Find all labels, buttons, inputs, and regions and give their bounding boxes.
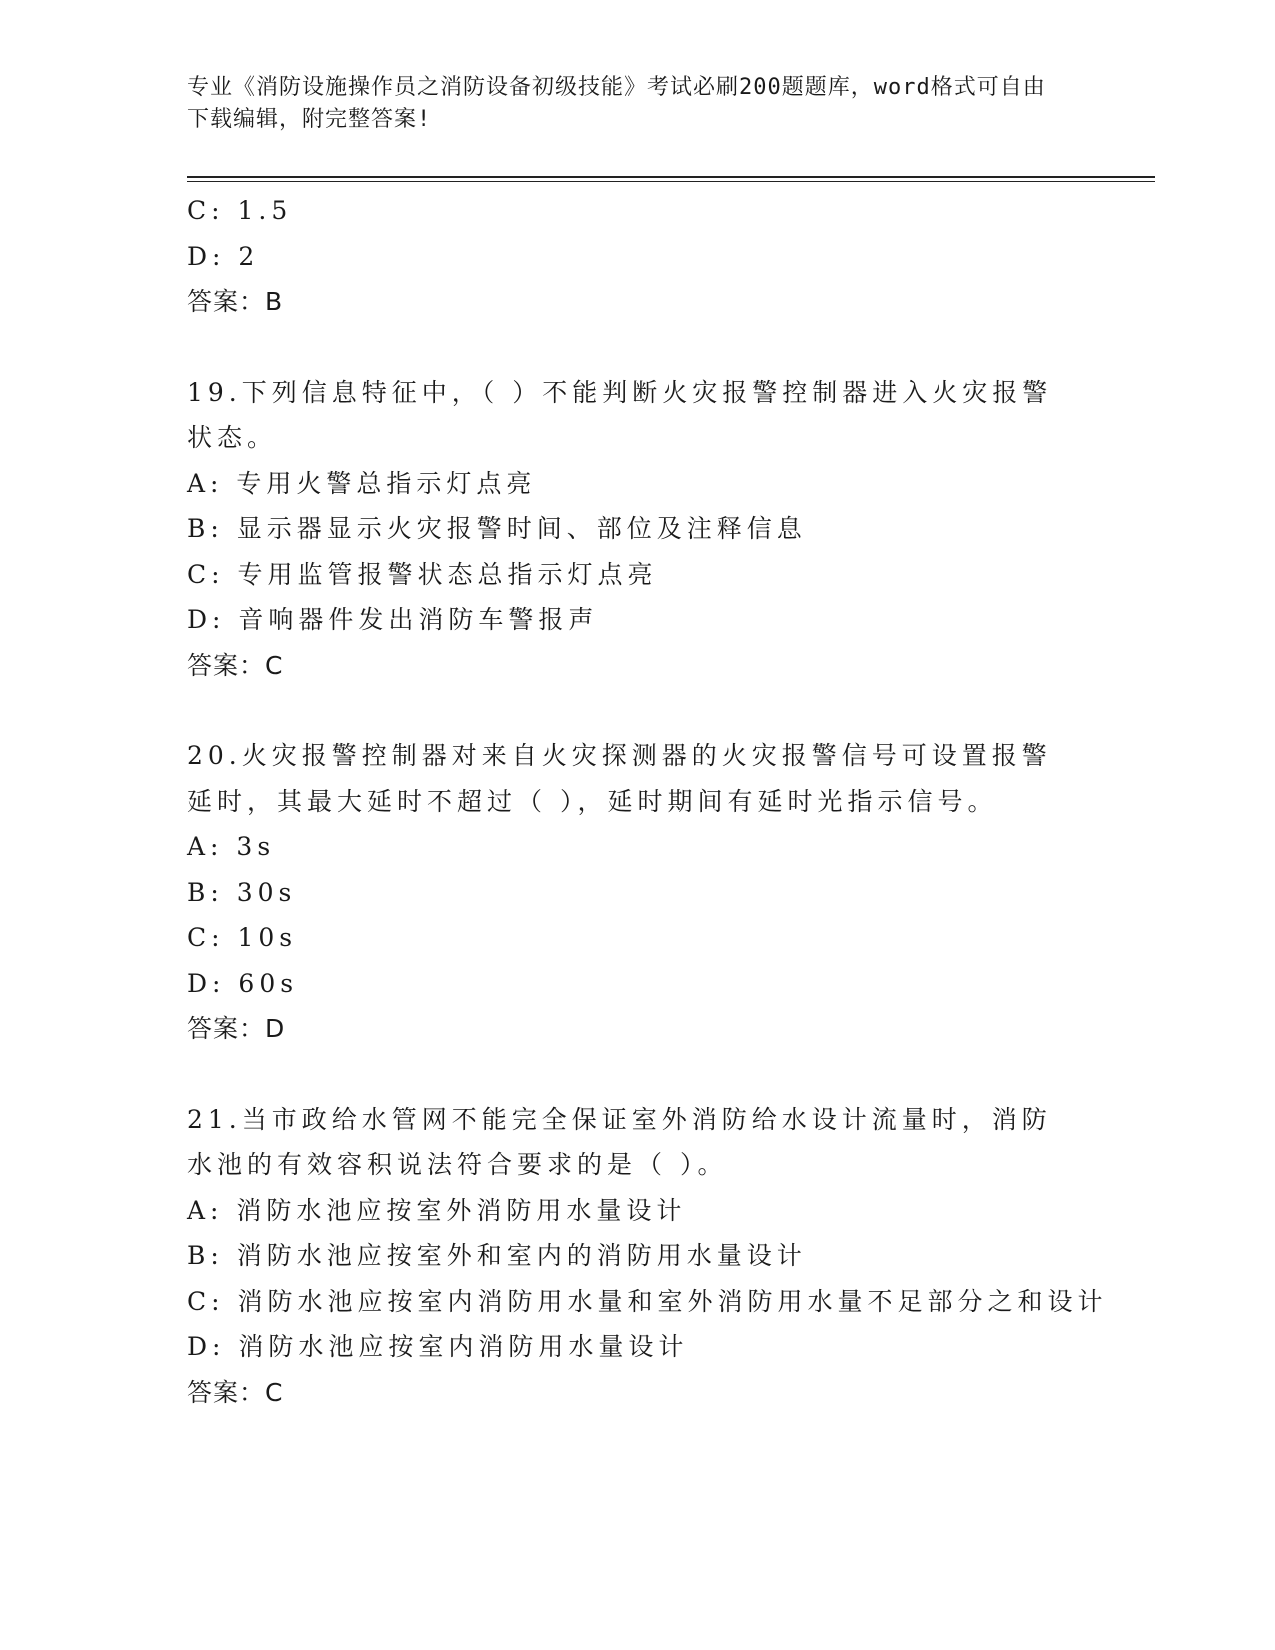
option-a: A: 3s xyxy=(187,832,276,861)
question-21 xyxy=(187,1097,1108,1416)
header-divider-thin xyxy=(187,181,1155,182)
option-d: D: 60s xyxy=(187,968,299,998)
spacer xyxy=(187,688,1087,733)
option-a: A: 专用火警总指示灯点亮 xyxy=(187,468,537,498)
option-c: C: 10s xyxy=(187,923,298,952)
option-a: A: 消防水池应按室外消防用水量设计 xyxy=(187,1195,687,1225)
option-c: C: 1.5 xyxy=(187,196,293,225)
option-d: D: 2 xyxy=(187,241,260,271)
spacer xyxy=(187,325,1087,370)
question-20 xyxy=(187,733,1087,1052)
option-d: D: 音响器件发出消防车警报声 xyxy=(187,605,599,634)
header-divider xyxy=(187,176,1155,178)
option-b: B: 30s xyxy=(187,877,297,907)
option-c: C: 消防水池应按室内消防用水量和室外消防用水量不足部分之和设计 xyxy=(187,1286,1108,1316)
question-19 xyxy=(187,370,1087,689)
answer-line: 答案：C xyxy=(187,1377,284,1407)
question-18-continuation xyxy=(187,188,1087,325)
option-b: B: 显示器显示火灾报警时间、部位及注释信息 xyxy=(187,514,807,543)
question-stem: 19.下列信息特征中，（ ）不能判断火灾报警控制器进入火灾报警状态。 xyxy=(187,377,1053,452)
answer-line: 答案：B xyxy=(187,287,284,316)
question-stem: 21.当市政给水管网不能完全保证室外消防给水设计流量时，消防水池的有效容积说法符合要求的是（ ）。 xyxy=(187,1104,1052,1179)
page-header xyxy=(187,72,1067,136)
option-b: B: 消防水池应按室外和室内的消防用水量设计 xyxy=(187,1241,807,1270)
header-title: 专业《消防设施操作员之消防设备初级技能》考试必刷200题题库，word格式可自由下载编辑，附完整答案! xyxy=(187,75,1046,132)
answer-line: 答案：D xyxy=(187,1014,286,1043)
question-content xyxy=(187,188,1108,1415)
option-d: D: 消防水池应按室内消防用水量设计 xyxy=(187,1332,689,1361)
option-c: C: 专用监管报警状态总指示灯点亮 xyxy=(187,559,658,589)
question-stem: 20.火灾报警控制器对来自火灾探测器的火灾报警信号可设置报警延时，其最大延时不超过（ ），延时期间有延时光指示信号。 xyxy=(187,741,1052,816)
answer-line: 答案：C xyxy=(187,650,284,680)
spacer xyxy=(187,1052,1087,1097)
